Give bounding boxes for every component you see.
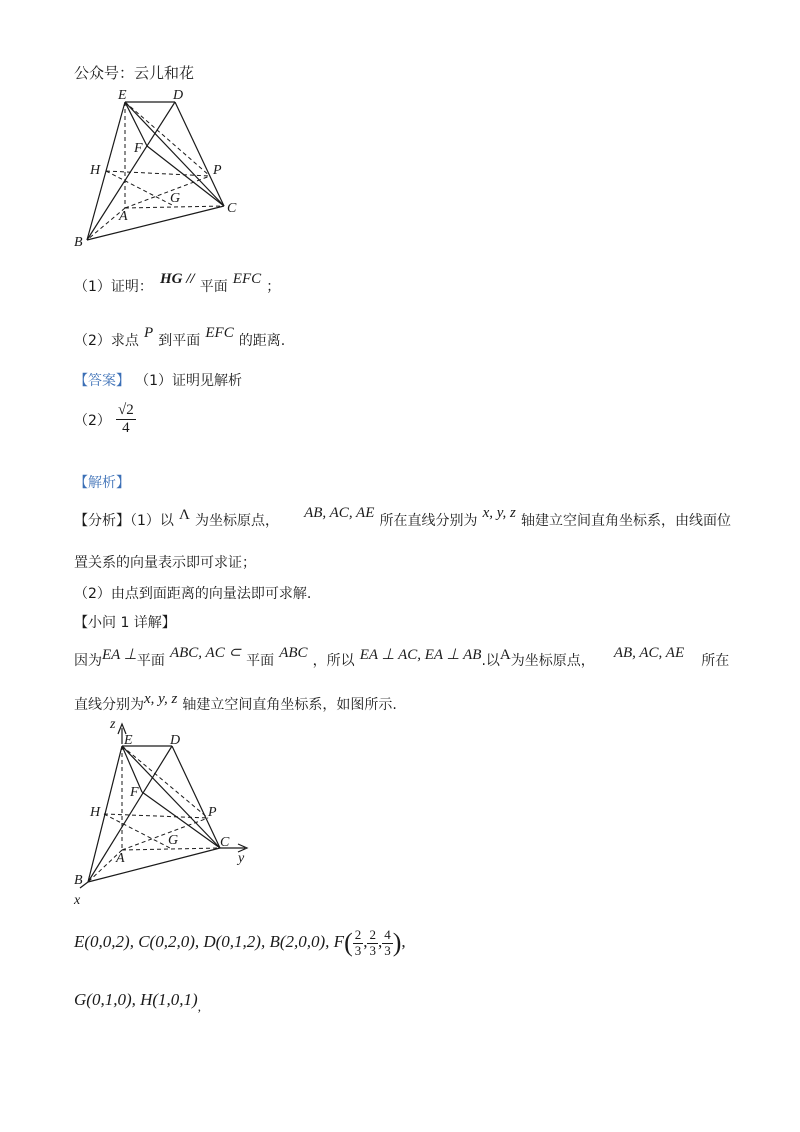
fraction-sqrt2-over-4: $\frac{√2}{4}$ [118, 402, 134, 437]
math-abc: ABC [279, 645, 308, 661]
math-efc: EFC [205, 325, 234, 341]
answer-line-2: （2） $\frac{√2}{4}$ [74, 402, 134, 437]
label-G: G [168, 833, 179, 848]
label-E: E [118, 88, 127, 103]
label-A: A [119, 209, 128, 224]
math-abc-ac-subset: ABC, AC ⊂ [169, 645, 242, 661]
axis-label-y: y [238, 851, 245, 866]
label-D: D [173, 88, 184, 103]
coordinates-line-1: E(0,0,2), C(0,2,0), D(0,1,2), B(2,0,0), F( $\frac{2}{3}$ , $\frac{2}{3}$ , $\frac{4}{3}$ ), [74, 926, 406, 958]
math-origin-lambda: Λ [179, 507, 190, 523]
question-1: （1）证明： HG // 平面 EFC ； [74, 271, 281, 295]
question-2: （2）求点 P 到平面 EFC 的距离. [74, 325, 286, 349]
fraction-2-3: $\frac{2}{3}$ [354, 926, 362, 958]
answer-line-1: 【答案】 （1）证明见解析 [74, 373, 243, 389]
axis-label-x: x [74, 893, 81, 908]
analysis-paragraph-line1: 【分析】（1）以 Λ 为坐标原点， AB, AC, AE 所在直线分别为 x, y, z 轴建立空间直角坐标系，由线面位 [74, 505, 731, 529]
label-B: B [74, 873, 83, 888]
label-C: C [220, 835, 230, 850]
detail-paragraph-line1: 因为EA ⊥平面 ABC, AC ⊂ 平面 ABC ，所以 EA ⊥ AC, EA ⊥ AB.以A为坐标原点， AB, AC, AE 所在 [74, 645, 730, 669]
label-B: B [74, 235, 83, 250]
analysis-paragraph-line2: 置关系的向量表示即可求证； [74, 555, 256, 571]
label-P: P [213, 163, 222, 178]
math-hg-parallel: HG // [160, 271, 195, 287]
label-A: A [116, 851, 125, 866]
math-perpendiculars: EA ⊥ AC, EA ⊥ AB [359, 647, 482, 663]
label-H: H [90, 805, 101, 820]
geometry-figure-1 [70, 84, 250, 250]
math-ab-ac-ae: AB, AC, AE [304, 505, 375, 521]
math-xyz: x, y, z [482, 505, 516, 521]
math-origin-a: A [499, 647, 511, 663]
label-P: P [208, 805, 217, 820]
label-E: E [124, 733, 133, 748]
label-G: G [170, 191, 181, 206]
analysis-paragraph-line3: （2）由点到面距离的向量法即可求解. [74, 586, 312, 602]
label-H: H [90, 163, 101, 178]
detail-tag: 【小问 1 详解】 [74, 615, 176, 631]
geometry-figure-2-with-axes [70, 714, 260, 910]
fraction-4-3: $\frac{4}{3}$ [384, 926, 391, 958]
answer-tag: 【答案】 [74, 373, 130, 389]
label-C: C [227, 201, 237, 216]
math-xyz: x, y, z [144, 691, 178, 707]
label-F: F [130, 785, 139, 800]
fraction-2-3: $\frac{2}{3}$ [369, 926, 376, 958]
math-p: P [144, 325, 154, 341]
detail-paragraph-line2: 直线分别为x, y, z 轴建立空间直角坐标系，如图所示. [74, 691, 397, 713]
watermark-text: 公众号：云儿和花 [74, 64, 195, 82]
label-D: D [170, 733, 181, 748]
label-F: F [134, 141, 143, 156]
axis-label-z: z [110, 717, 116, 732]
math-ea-perp: EA ⊥ [102, 647, 137, 663]
math-efc: EFC [232, 271, 262, 287]
math-ab-ac-ae: AB, AC, AE [613, 645, 685, 661]
analysis-tag: 【解析】 [74, 475, 130, 491]
coordinates-line-2: G(0,1,0), $H(1,0,1)_,$ [74, 990, 201, 1014]
